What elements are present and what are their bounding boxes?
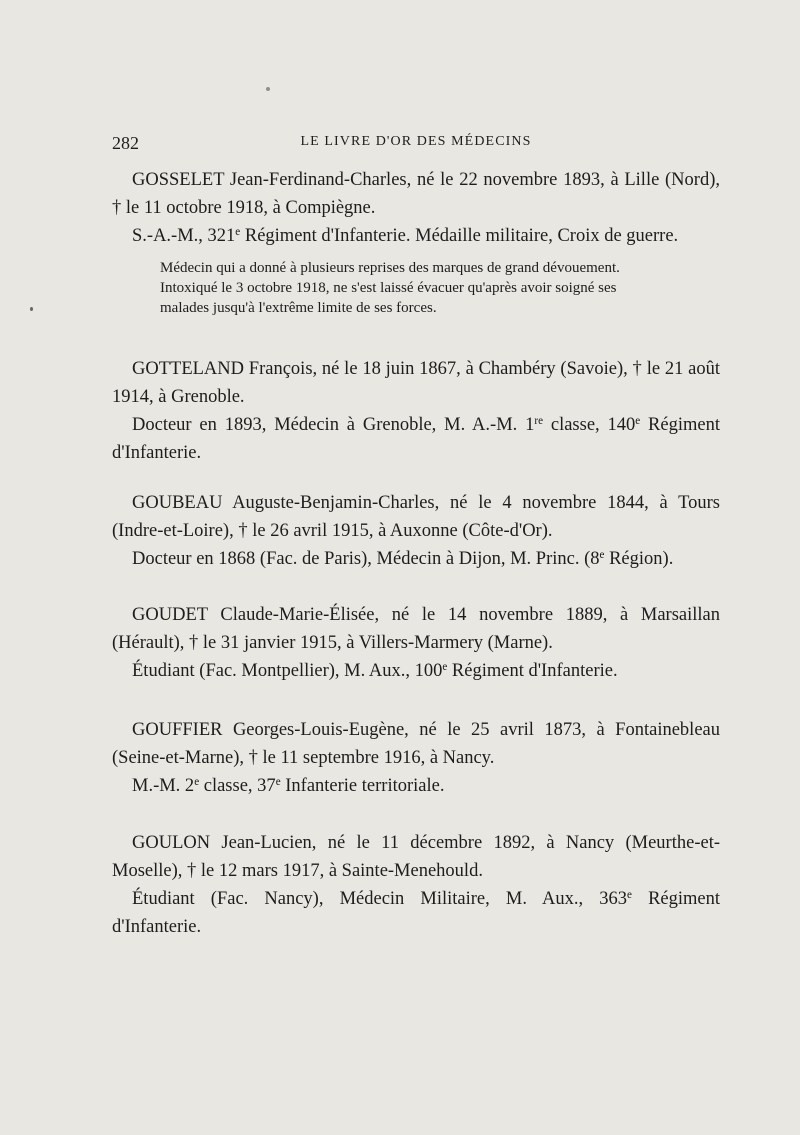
career-text: Régiment d'Infanterie. <box>112 415 720 463</box>
entry-citation <box>112 258 720 318</box>
career-text: M.-M. 2 <box>132 776 195 796</box>
entry-gotteland <box>112 355 720 467</box>
entry-career <box>112 222 720 250</box>
page-header <box>112 133 720 157</box>
superscript: e <box>275 775 281 788</box>
career-text: S.-A.-M., 321 <box>132 226 236 246</box>
entry-first-paragraph <box>112 166 720 222</box>
career-text: Région). <box>604 549 674 569</box>
entry-birth-death: Claude-Marie-Élisée, né le 14 novembre 1889, à Marsaillan (Hérault), † le 31 janvier 1915, à Villers-Marmery (Marne). <box>112 605 720 653</box>
superscript: re <box>534 414 544 427</box>
entry-name: GOUDET <box>132 605 208 625</box>
entry-career <box>112 885 720 941</box>
career-text: Infanterie territoriale. <box>280 776 445 796</box>
career-text: Régiment d'Infanterie. <box>112 889 720 937</box>
entry-first-paragraph <box>112 601 720 657</box>
career-text: Étudiant (Fac. Montpellier), M. Aux., 100 <box>132 661 443 681</box>
career-text: classe, 140 <box>543 415 636 435</box>
margin-speck <box>30 307 33 311</box>
entry-career <box>112 657 720 685</box>
entry-career <box>112 545 720 573</box>
entry-career <box>112 772 720 800</box>
career-text: Docteur en 1868 (Fac. de Paris), Médecin à Dijon, M. Princ. (8 <box>132 549 600 569</box>
entry-name: GOTTELAND <box>132 359 245 379</box>
entry-name: GOUFFIER <box>132 720 223 740</box>
entry-career <box>112 411 720 467</box>
entry-birth-death: Jean-Ferdinand-Charles, né le 22 novembre 1893, à Lille (Nord), † le 11 octobre 1918, à Compiègne. <box>112 170 720 218</box>
superscript: e <box>599 548 605 561</box>
entry-first-paragraph <box>112 716 720 772</box>
entry-birth-death: Georges-Louis-Eugène, né le 25 avril 1873, à Fontainebleau (Seine-et-Marne), † le 11 septembre 1916, à Nancy. <box>112 720 720 768</box>
superscript: e <box>627 888 632 901</box>
entry-first-paragraph <box>112 489 720 545</box>
entry-birth-death: Jean-Lucien, né le 11 décembre 1892, à Nancy (Meurthe-et-Moselle), † le 12 mars 1917, à Sainte-Menehould. <box>112 833 720 881</box>
career-text: Étudiant (Fac. Nancy), Médecin Militaire, M. Aux., 363 <box>132 889 628 909</box>
ink-speck <box>266 87 270 91</box>
citation-line: Intoxiqué le 3 octobre 1918, ne s'est laissé évacuer qu'après avoir soigné ses <box>160 280 617 296</box>
career-text: Docteur en 1893, Médecin à Grenoble, M. A.-M. 1 <box>132 415 535 435</box>
entry-birth-death: François, né le 18 juin 1867, à Chambéry (Savoie), † le 21 août 1914, à Grenoble. <box>112 359 720 407</box>
entry-gosselet <box>112 166 720 318</box>
entry-first-paragraph <box>112 829 720 885</box>
entry-name: GOSSELET <box>132 170 225 190</box>
superscript: e <box>635 414 641 427</box>
entry-birth-death: Auguste-Benjamin-Charles, né le 4 novembre 1844, à Tours (Indre-et-Loire), † le 26 avril 1915, à Auxonne (Côte-d'Or). <box>112 493 720 541</box>
citation-line: Médecin qui a donné à plusieurs reprises des marques de grand dévouement. <box>160 260 620 276</box>
entry-first-paragraph <box>112 355 720 411</box>
entry-name: GOUBEAU <box>132 493 223 513</box>
running-title: LE LIVRE D'OR DES MÉDECINS <box>300 134 532 149</box>
entry-goubeau <box>112 489 720 573</box>
entry-name: GOULON <box>132 833 211 853</box>
page-number: 282 <box>112 133 139 153</box>
superscript: e <box>235 225 241 238</box>
career-text: classe, 37 <box>199 776 276 796</box>
superscript: e <box>194 775 200 788</box>
entry-gouffier <box>112 716 720 800</box>
entry-goulon <box>112 829 720 941</box>
citation-line: malades jusqu'à l'extrême limite de ses forces. <box>160 300 437 316</box>
career-text: Régiment d'Infanterie. Médaille militaire, Croix de guerre. <box>240 226 679 246</box>
superscript: e <box>442 660 448 673</box>
entry-goudet <box>112 601 720 685</box>
career-text: Régiment d'Infanterie. <box>447 661 618 681</box>
